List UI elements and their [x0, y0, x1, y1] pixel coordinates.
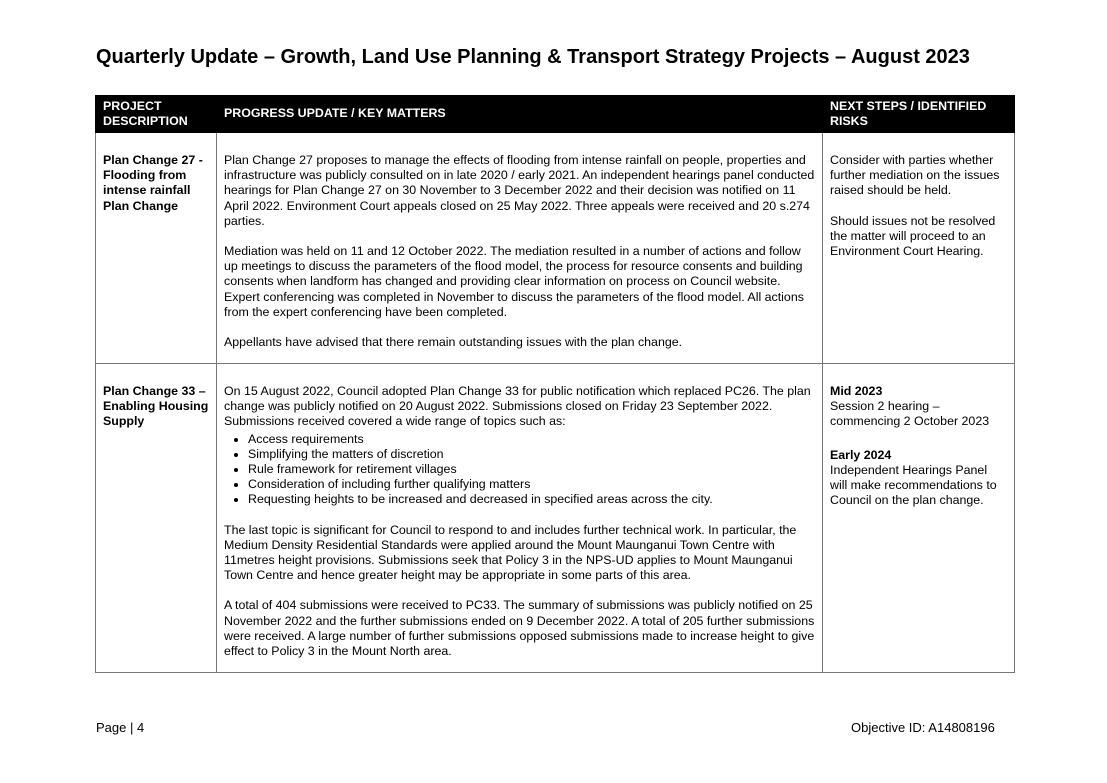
- next-step-title: Mid 2023: [830, 384, 883, 398]
- list-item: • Consideration of including further qualifying matters: [248, 477, 815, 492]
- header-progress-update: PROGRESS UPDATE / KEY MATTERS: [217, 96, 823, 133]
- next-step-text: Should issues not be resolved the matter will proceed to an Environment Court Hearing.: [830, 213, 996, 259]
- table-header-row: [96, 96, 1015, 133]
- next-step-block: [830, 384, 1007, 430]
- progress-update-cell: [217, 364, 823, 673]
- next-step-text: Session 2 hearing – commencing 2 October 2023: [830, 399, 990, 429]
- progress-paragraph: Mediation was held on 11 and 12 October 2022. The mediation resulted in a number of actions and follow up meetings to discuss the parameters of the flood model, the process for resource consents and building consents when landform has changed and providing clear information on process on Council website. Expert conferencing was completed in November to discuss the parameters of the flood model. All actions from the expert conferencing have been completed.: [224, 244, 804, 319]
- progress-paragraph: A total of 404 submissions were received to PC33. The summary of submissions was publicly notified on 25 November 2022 and the further submissions ended on 9 December 2022. A total of 205 further submissions were received. A large number of further submissions opposed submissions made to increase height to give effect to Policy 3 in the Mount North area.: [224, 598, 815, 659]
- table-row: [96, 133, 1015, 364]
- table-row: [96, 364, 1015, 673]
- projects-table: [95, 95, 1015, 673]
- next-steps-cell: [823, 133, 1015, 364]
- next-step-block: [830, 448, 1007, 509]
- page-title: Quarterly Update – Growth, Land Use Planning & Transport Strategy Projects – August 2023: [96, 46, 970, 68]
- next-step-text: Independent Hearings Panel will make recommendations to Council on the plan change.: [830, 462, 997, 508]
- topic-list: [224, 432, 815, 508]
- page-number: Page | 4: [96, 720, 145, 735]
- next-step-title: Early 2024: [830, 447, 892, 462]
- list-item: • Requesting heights to be increased and decreased in specified areas across the city.: [248, 492, 815, 507]
- progress-paragraph: The last topic is significant for Council to respond to and includes further technical work. In particular, the Medium Density Residential Standards were applied around the Mount Maunganui Town Centre with 11metres height provisions. Submissions seek that Policy 3 in the NPS-UD applies to Mount Maunganui Town Centre and hence greater height may be appropriate in some parts of this area.: [224, 522, 797, 583]
- project-description-cell: Plan Change 27 - Flooding from intense rainfall Plan Change: [96, 133, 217, 364]
- progress-paragraph: Appellants have advised that there remain outstanding issues with the plan change.: [224, 335, 683, 350]
- project-description-cell: Plan Change 33 – Enabling Housing Supply: [96, 364, 217, 673]
- objective-id: Objective ID: A14808196: [851, 720, 995, 735]
- header-project-description: PROJECT DESCRIPTION: [96, 96, 217, 133]
- list-item: • Rule framework for retirement villages: [248, 462, 815, 477]
- next-steps-cell: [823, 364, 1015, 673]
- list-item: • Access requirements: [248, 432, 815, 447]
- progress-intro: On 15 August 2022, Council adopted Plan Change 33 for public notification which replaced PC26. The plan change was publicly notified on 20 August 2022. Submissions closed on Friday 23 September 2022. Submissions received covered a wide range of topics such as:: [224, 384, 811, 429]
- header-next-steps: NEXT STEPS / IDENTIFIED RISKS: [823, 96, 1015, 133]
- progress-paragraph: Plan Change 27 proposes to manage the effects of flooding from intense rainfall on people, properties and infrastructure was publicly consulted on in late 2020 / early 2021. An independent hearings panel conducted hearings for Plan Change 27 on 30 November to 3 December 2022 and their decision was notified on 11 April 2022. Environment Court appeals closed on 25 May 2022. Three appeals were received and 20 s.274 parties.: [224, 153, 815, 228]
- next-step-text: Consider with parties whether further mediation on the issues raised should be held.: [830, 153, 1000, 198]
- progress-update-cell: [217, 133, 823, 364]
- list-item: • Simplifying the matters of discretion: [248, 447, 815, 462]
